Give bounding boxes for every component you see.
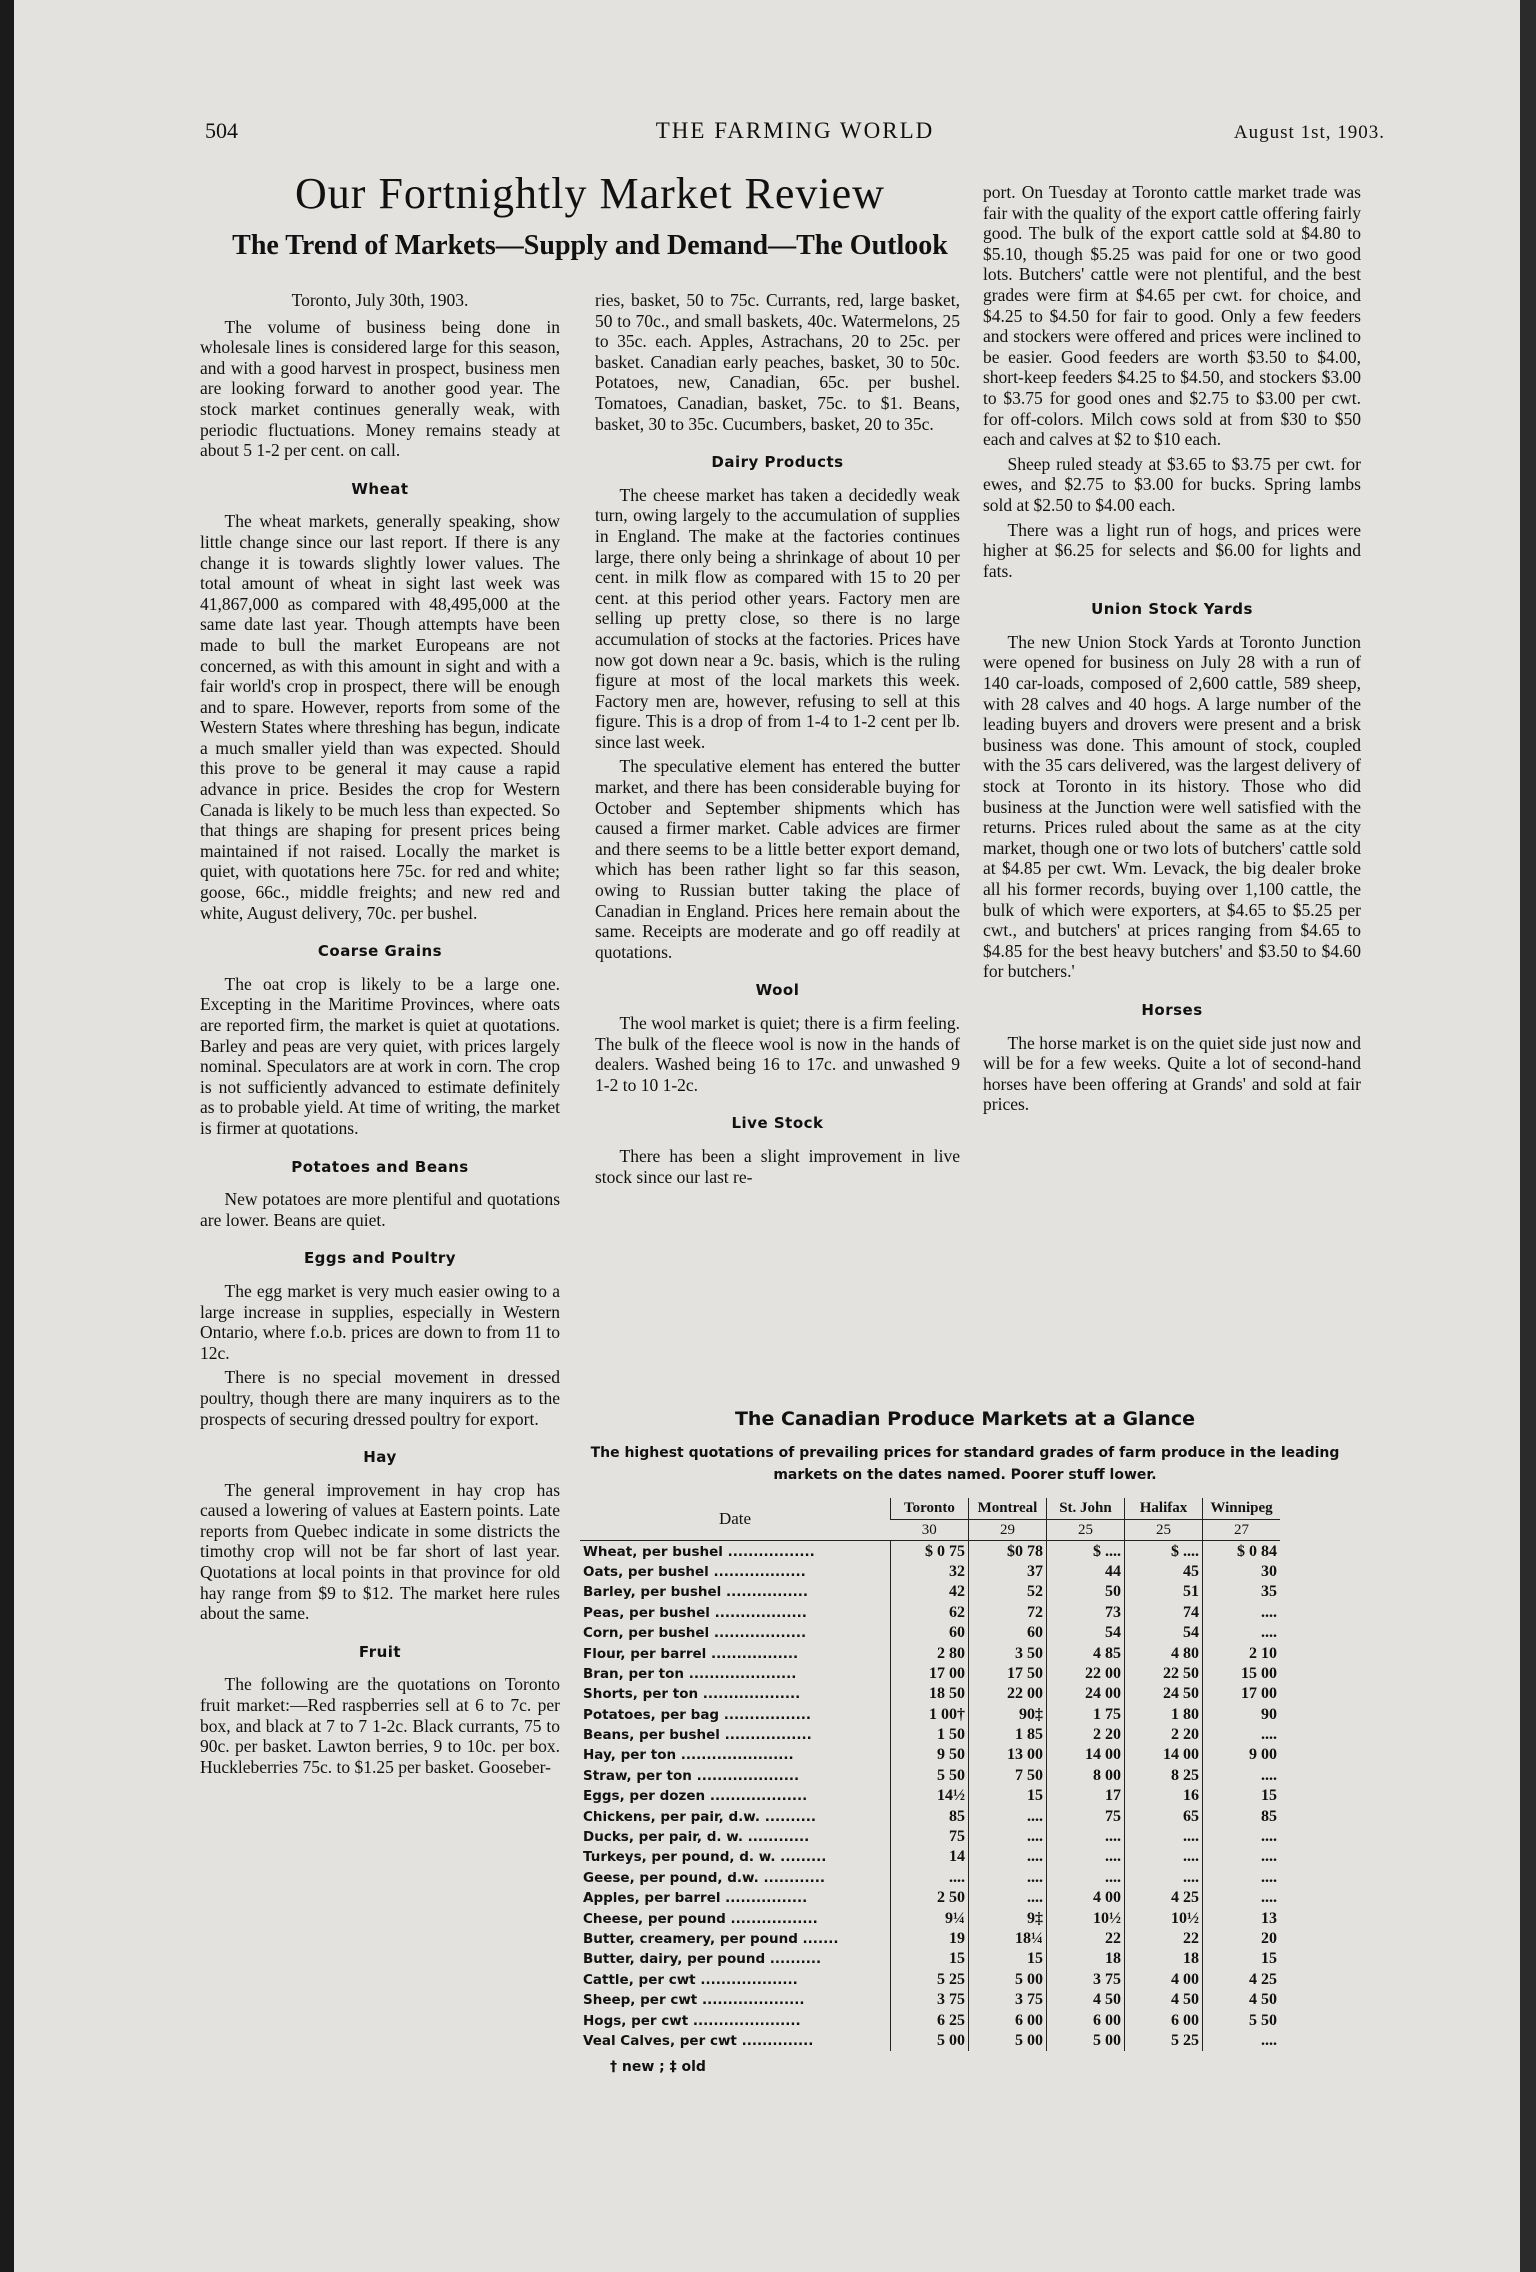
- price-cell: 5 50: [1202, 2010, 1280, 2030]
- row-label: Butter, creamery, per pound .......: [583, 1931, 839, 1947]
- row-label: Eggs, per dozen ...................: [583, 1788, 808, 1805]
- price-cell: 75: [1046, 1806, 1124, 1826]
- price-cell: 3 50: [968, 1643, 1046, 1663]
- price-cell: 22 00: [1046, 1664, 1124, 1684]
- price-cell: 8 00: [1046, 1766, 1124, 1786]
- column-1: [200, 290, 560, 1781]
- row-label: Oats, per bushel ..................: [583, 1563, 806, 1580]
- price-cell: 17 00: [1202, 1684, 1280, 1704]
- price-cell: ....: [1202, 1766, 1280, 1786]
- row-label: Ducks, per pair, d. w. ............: [583, 1829, 810, 1846]
- price-cell: 18¼: [968, 1929, 1046, 1949]
- price-cell: 32: [890, 1562, 968, 1582]
- butter-paragraph: The speculative element has entered the butter market, and there has been considerable buying for October and September shipments which has caused a firmer market. Cable advices are firmer and there seems to be a little better export demand, which has been rather light so far this season, owing to Russian butter taking the place of Canadian in England. Prices here remain about the same. Receipts are moderate and go off readily at quotations.: [595, 756, 960, 962]
- section-heading-horses: Horses: [1141, 1000, 1203, 1019]
- date-cell: 27: [1202, 1520, 1280, 1541]
- price-cell: 2 50: [890, 1888, 968, 1908]
- page-number: 504: [205, 118, 238, 143]
- price-cell: ....: [1124, 1868, 1202, 1888]
- price-cell: 72: [968, 1603, 1046, 1623]
- price-cell: 4 00: [1046, 1888, 1124, 1908]
- poultry-paragraph: There is no special movement in dressed poultry, though there are many inquirers as to the prospects of securing dressed poultry for export.: [200, 1367, 560, 1429]
- journal-title: THE FARMING WORLD: [655, 118, 935, 143]
- row-label: Hogs, per cwt .....................: [583, 2012, 801, 2029]
- price-cell: ....: [1202, 1725, 1280, 1745]
- section-heading-potatoes: Potatoes and Beans: [291, 1157, 469, 1176]
- table-header-row: [580, 1498, 1280, 1520]
- price-cell: 4 80: [1124, 1643, 1202, 1663]
- table-row: [580, 1725, 1280, 1745]
- table-row: [580, 1623, 1280, 1643]
- price-cell: 2 20: [1124, 1725, 1202, 1745]
- price-cell: 9 00: [1202, 1745, 1280, 1765]
- price-cell: $ 0 75: [890, 1541, 968, 1562]
- table-row: [580, 1949, 1280, 1969]
- price-cell: 5 25: [890, 1970, 968, 1990]
- price-cell: 51: [1124, 1582, 1202, 1602]
- price-cell: 54: [1124, 1623, 1202, 1643]
- price-cell: 4 25: [1124, 1888, 1202, 1908]
- table-row: [580, 1684, 1280, 1704]
- price-cell: 62: [890, 1603, 968, 1623]
- column-3: [983, 182, 1361, 1119]
- price-cell: 24 00: [1046, 1684, 1124, 1704]
- section-heading-union-stock-yards: Union Stock Yards: [1091, 600, 1253, 619]
- price-cell: 90: [1202, 1705, 1280, 1725]
- table-row: [580, 1786, 1280, 1806]
- price-cell: ....: [1202, 1623, 1280, 1643]
- price-cell: 75: [890, 1827, 968, 1847]
- price-cell: 9 50: [890, 1745, 968, 1765]
- price-cell: ....: [890, 1868, 968, 1888]
- market-header: Toronto: [890, 1498, 968, 1520]
- price-cell: 13: [1202, 1908, 1280, 1928]
- row-label: Wheat, per bushel .................: [583, 1543, 815, 1560]
- price-cell: 14 00: [1124, 1745, 1202, 1765]
- row-label: Apples, per barrel ................: [583, 1890, 808, 1907]
- price-cell: 1 00†: [890, 1705, 968, 1725]
- produce-markets-table-section: [570, 1408, 1360, 2075]
- table-row: [580, 1705, 1280, 1725]
- article-title: Our Fortnightly Market Review: [295, 169, 885, 218]
- market-header: Halifax: [1124, 1498, 1202, 1520]
- price-cell: 85: [1202, 1806, 1280, 1826]
- table-row: [580, 1582, 1280, 1602]
- table-row: [580, 1603, 1280, 1623]
- article-subtitle: The Trend of Markets—Supply and Demand—The Outlook: [232, 230, 948, 261]
- price-cell: ....: [968, 1868, 1046, 1888]
- price-cell: 13 00: [968, 1745, 1046, 1765]
- price-cell: 15: [968, 1949, 1046, 1969]
- price-cell: 20: [1202, 1929, 1280, 1949]
- table-row: [580, 1929, 1280, 1949]
- price-cell: 1 75: [1046, 1705, 1124, 1725]
- row-label: Beans, per bushel .................: [583, 1727, 812, 1744]
- cheese-paragraph: The cheese market has taken a decidedly weak turn, owing largely to the accumulation of supplies in England. The make at the factories continues large, there only being a shrinkage of about 10 per cent. in milk flow as compared with 15 to 20 per cent. at this period other years. Factory men are selling up pretty close, so there is no large accumulation of stocks at the factories. Prices have now got down near a 9c. basis, which is the ruling figure at most of the local markets this week. Factory men are, however, refusing to sell at this figure. This is a drop of from 1-4 to 1-2 cent per lb. since last week.: [595, 484, 960, 752]
- price-cell: 1 85: [968, 1725, 1046, 1745]
- price-cell: 74: [1124, 1603, 1202, 1623]
- price-cell: 8 25: [1124, 1766, 1202, 1786]
- price-cell: ....: [968, 1827, 1046, 1847]
- price-cell: 45: [1124, 1562, 1202, 1582]
- fruit-continued-paragraph: ries, basket, 50 to 75c. Currants, red, large basket, 50 to 70c., and small baskets, 40c. Watermelons, 25 to 35c. each. Apples, Astrachans, 20 to 25c. per basket. Canadian early peaches, basket, 30 to 50c. Potatoes, new, Canadian, 65c. per bushel. Tomatoes, Canadian, basket, 75c. to $1. Beans, basket, 30 to 35c. Cucumbers, basket, 20 to 35c.: [595, 290, 960, 434]
- price-cell: ....: [1202, 2031, 1280, 2051]
- price-cell: $0 78: [968, 1541, 1046, 1562]
- section-heading-wool: Wool: [755, 981, 800, 1000]
- row-label: Peas, per bushel ..................: [583, 1604, 807, 1621]
- price-cell: 4 50: [1124, 1990, 1202, 2010]
- price-cell: ....: [1046, 1847, 1124, 1867]
- price-cell: 73: [1046, 1603, 1124, 1623]
- price-cell: 22 00: [968, 1684, 1046, 1704]
- table-row: [580, 1643, 1280, 1663]
- row-label: Corn, per bushel ..................: [583, 1625, 807, 1642]
- hogs-paragraph: There was a light run of hogs, and prices were higher at $6.25 for selects and $6.00 for lights and fats.: [983, 519, 1361, 581]
- dateline: Toronto, July 30th, 1903.: [291, 290, 469, 310]
- wool-paragraph: The wool market is quiet; there is a firm feeling. The bulk of the fleece wool is now in the hands of dealers. Washed being 16 to 17c. and unwashed 9 1-2 to 10 1-2c.: [595, 1013, 960, 1095]
- section-heading-eggs: Eggs and Poultry: [303, 1249, 457, 1268]
- price-cell: 6 00: [968, 2010, 1046, 2030]
- price-cell: 14 00: [1046, 1745, 1124, 1765]
- price-cell: 4 85: [1046, 1643, 1124, 1663]
- price-cell: $ ....: [1124, 1541, 1202, 1562]
- price-cell: 15: [968, 1786, 1046, 1806]
- date-cell: 30: [890, 1520, 968, 1541]
- price-cell: ....: [1202, 1603, 1280, 1623]
- row-label: Straw, per ton ....................: [583, 1767, 800, 1784]
- price-cell: 60: [968, 1623, 1046, 1643]
- price-cell: 44: [1046, 1562, 1124, 1582]
- price-cell: 5 00: [890, 2031, 968, 2051]
- price-cell: ....: [1124, 1827, 1202, 1847]
- price-cell: 4 25: [1202, 1970, 1280, 1990]
- date-cell: 25: [1046, 1520, 1124, 1541]
- table-row: [580, 1908, 1280, 1928]
- price-cell: 3 75: [968, 1990, 1046, 2010]
- sheep-paragraph: Sheep ruled steady at $3.65 to $3.75 per cwt. for ewes, and $2.75 to $3.00 for bucks. Spring lambs sold at $2.50 to $4.00 each.: [983, 453, 1361, 515]
- price-cell: 4 50: [1202, 1990, 1280, 2010]
- date-header: Date: [580, 1498, 890, 1541]
- price-cell: 6 25: [890, 2010, 968, 2030]
- wheat-paragraph: The wheat markets, generally speaking, show little change since our last report. If there is any change it is towards slightly lower values. The total amount of wheat in sight last week was 41,867,000 as compared with 48,495,000 at the same date last year. Though attempts have been made to bull the market Europeans are not concerned, as with this amount in sight and with a fair world's crop in prospect, there will be enough and to spare. However, reports from some of the Western States where threshing has begun, indicate a much smaller yield than was expected. Should this prove to be general it may cause a rapid advance in price. Besides the crop for Western Canada is likely to be much less than expected. So that things are shaping for present prices being maintained if not raised. Locally the market is quiet, with quotations here 75c. for red and white; goose, 66c., middle freights; and new red and white, August delivery, 70c. per bushel.: [200, 511, 560, 923]
- fruit-paragraph: The following are the quotations on Toronto fruit market:—Red raspberries sell at 6 to 7c. per box, and black at 7 to 7 1-2c. Black currants, 75 to 90c. per basket. Lawton berries, 9 to 10c. per box. Huckleberries 75c. to $1.25 per basket. Gooseber-: [200, 1674, 560, 1777]
- table-row: [580, 1970, 1280, 1990]
- price-cell: 4 00: [1124, 1970, 1202, 1990]
- price-cell: 2 20: [1046, 1725, 1124, 1745]
- price-cell: 2 10: [1202, 1643, 1280, 1663]
- row-label: Turkeys, per pound, d. w. .........: [583, 1849, 827, 1866]
- price-cell: 6 00: [1046, 2010, 1124, 2030]
- row-label: Potatoes, per bag .................: [583, 1706, 811, 1723]
- price-cell: 24 50: [1124, 1684, 1202, 1704]
- price-cell: ....: [968, 1806, 1046, 1826]
- table-row: [580, 1888, 1280, 1908]
- price-cell: 65: [1124, 1806, 1202, 1826]
- row-label: Geese, per pound, d.w. ............: [583, 1869, 826, 1886]
- price-cell: ....: [1046, 1827, 1124, 1847]
- price-cell: $ 0 84: [1202, 1541, 1280, 1562]
- price-cell: 22: [1124, 1929, 1202, 1949]
- price-cell: 9‡: [968, 1908, 1046, 1928]
- price-cell: 1 50: [890, 1725, 968, 1745]
- price-cell: 18: [1046, 1949, 1124, 1969]
- market-header: Winnipeg: [1202, 1498, 1280, 1520]
- table-row: [580, 1827, 1280, 1847]
- table-footnote: † new ; ‡ old: [610, 2059, 706, 2076]
- price-cell: 5 00: [968, 1970, 1046, 1990]
- row-label: Butter, dairy, per pound ..........: [583, 1951, 822, 1968]
- row-label: Hay, per ton ......................: [583, 1747, 794, 1764]
- date-cell: 25: [1124, 1520, 1202, 1541]
- price-cell: ....: [1202, 1827, 1280, 1847]
- market-header: Montreal: [968, 1498, 1046, 1520]
- price-cell: 4 50: [1046, 1990, 1124, 2010]
- price-cell: 5 00: [1046, 2031, 1124, 2051]
- section-heading-dairy: Dairy Products: [711, 453, 844, 472]
- price-cell: 3 75: [890, 1990, 968, 2010]
- price-cell: 50: [1046, 1582, 1124, 1602]
- price-cell: 52: [968, 1582, 1046, 1602]
- live-stock-continued-paragraph: port. On Tuesday at Toronto cattle market trade was fair with the quality of the export cattle offering fairly good. The bulk of the export cattle sold at $4.80 to $5.10, though $5.25 was paid for one or two good lots. Butchers' cattle were not plentiful, and the best grades were firm at $4.65 per cwt. for choice, and $4.25 to $4.50 for fair to good. Only a few feeders and stockers were offered and prices were inclined to be easier. Good feeders are worth $3.50 to $4.00, short-keep feeders $4.25 to $4.50, and stockers $3.00 to $3.75 for good ones and $2.75 to $3.00 per cwt. for off-colors. Milch cows sold at from $30 to $50 each and calves at $2 to $10 each.: [983, 182, 1361, 450]
- price-cell: 9¼: [890, 1908, 968, 1928]
- row-label: Shorts, per ton ...................: [583, 1686, 801, 1703]
- table-row: [580, 1990, 1280, 2010]
- table-row: [580, 2031, 1280, 2051]
- price-cell: 18 50: [890, 1684, 968, 1704]
- price-cell: 6 00: [1124, 2010, 1202, 2030]
- price-cell: ....: [1202, 1847, 1280, 1867]
- price-cell: ....: [968, 1888, 1046, 1908]
- price-cell: 3 75: [1046, 1970, 1124, 1990]
- price-cell: 15: [890, 1949, 968, 1969]
- table-row: [580, 1847, 1280, 1867]
- price-cell: 37: [968, 1562, 1046, 1582]
- row-label: Flour, per barrel .................: [583, 1645, 799, 1662]
- price-cell: 18: [1124, 1949, 1202, 1969]
- price-cell: ....: [968, 1847, 1046, 1867]
- row-label: Sheep, per cwt ....................: [583, 1992, 805, 2009]
- price-cell: 16: [1124, 1786, 1202, 1806]
- page-header: [205, 118, 1385, 158]
- row-label: Bran, per ton .....................: [583, 1665, 797, 1682]
- price-cell: ....: [1124, 1847, 1202, 1867]
- coarse-grains-paragraph: The oat crop is likely to be a large one. Excepting in the Maritime Provinces, where oats are reported firm, the market is quiet at quotations. Barley and peas are very quiet, with prices largely nominal. Speculators are at work in corn. The crop is not sufficiently advanced to estimate definitely as to probable yield. At time of writing, the market is firmer at quotations.: [200, 973, 560, 1138]
- table-title: The Canadian Produce Markets at a Glance: [734, 1408, 1196, 1430]
- market-header: St. John: [1046, 1498, 1124, 1520]
- union-stock-yards-paragraph: The new Union Stock Yards at Toronto Junction were opened for business on July 28 with a run of 140 car-loads, composed of 2,600 cattle, 589 sheep, with 28 calves and 40 hogs. A large number of the leading buyers and drovers were present and a brisk business was done. This amount of stock, coupled with the 35 cars delivered, was the largest delivery of stock at Toronto in its history. Those who did business at the Junction were well satisfied with the returns. Prices ruled about the same as at the city market, though one or two lots of butchers' cattle sold at $4.85 per cwt. Wm. Levack, the big dealer broke all his former records, buying over 1,100 cattle, the bulk of which were exporters, at $4.65 to $5.25 per cwt., and butchers' at prices ranging from $4.65 to $4.85 for the best heavy butchers' and $3.50 to $4.60 for butchers.': [983, 631, 1361, 982]
- price-cell: 90‡: [968, 1705, 1046, 1725]
- row-label: Cattle, per cwt ...................: [583, 1971, 798, 1988]
- row-label: Cheese, per pound .................: [583, 1910, 818, 1927]
- section-heading-wheat: Wheat: [351, 479, 409, 498]
- price-cell: 85: [890, 1806, 968, 1826]
- price-cell: 14: [890, 1847, 968, 1867]
- section-heading-coarse-grains: Coarse Grains: [317, 942, 443, 961]
- table-row: [580, 1745, 1280, 1765]
- price-cell: 10½: [1046, 1908, 1124, 1928]
- price-cell: 15: [1202, 1949, 1280, 1969]
- produce-markets-table: [580, 1498, 1280, 2051]
- horses-paragraph: The horse market is on the quiet side just now and will be for a few weeks. Quite a lot of second-hand horses have been offering at Grands' and sold at fair prices.: [983, 1032, 1361, 1115]
- price-cell: 14½: [890, 1786, 968, 1806]
- price-cell: 7 50: [968, 1766, 1046, 1786]
- row-label: Barley, per bushel ................: [583, 1584, 809, 1601]
- price-cell: 60: [890, 1623, 968, 1643]
- section-heading-fruit: Fruit: [358, 1642, 402, 1661]
- price-cell: ....: [1202, 1868, 1280, 1888]
- price-cell: 30: [1202, 1562, 1280, 1582]
- price-cell: ....: [1046, 1868, 1124, 1888]
- price-cell: $ ....: [1046, 1541, 1124, 1562]
- row-label: Veal Calves, per cwt ..............: [583, 2032, 814, 2049]
- section-heading-hay: Hay: [363, 1448, 397, 1467]
- row-label: Chickens, per pair, d.w. ..........: [583, 1808, 816, 1825]
- price-cell: 17: [1046, 1786, 1124, 1806]
- price-cell: 15: [1202, 1786, 1280, 1806]
- price-cell: 5 00: [968, 2031, 1046, 2051]
- price-cell: 22: [1046, 1929, 1124, 1949]
- issue-date: August 1st, 1903.: [1233, 122, 1385, 143]
- table-row: [580, 1868, 1280, 1888]
- hay-paragraph: The general improvement in hay crop has caused a lowering of values at Eastern points. Late reports from Quebec indicate in some districts the timothy crop will not be far short of last year. Quotations at local points in that province for old hay range from $9 to $12. The market here rules about the same.: [200, 1479, 560, 1624]
- price-cell: 1 80: [1124, 1705, 1202, 1725]
- table-row: [580, 1766, 1280, 1786]
- price-cell: 22 50: [1124, 1664, 1202, 1684]
- table-body: [580, 1541, 1280, 2051]
- price-cell: 35: [1202, 1582, 1280, 1602]
- eggs-paragraph: The egg market is very much easier owing to a large increase in supplies, especially in Western Ontario, where f.o.b. prices are down to from 11 to 12c.: [200, 1280, 560, 1363]
- live-stock-paragraph: There has been a slight improvement in live stock since our last re-: [595, 1145, 960, 1187]
- price-cell: 19: [890, 1929, 968, 1949]
- table-row: [580, 2010, 1280, 2030]
- intro-paragraph: The volume of business being done in wholesale lines is considered large for this season, and with a good harvest in prospect, business men are looking forward to another good year. The stock market continues generally weak, with periodic fluctuations. Money remains steady at about 5 1-2 per cent. on call.: [200, 316, 560, 461]
- table-subtitle: The highest quotations of prevailing prices for standard grades of farm produce in the leading markets on the dates named. Poorer stuff lower.: [590, 1445, 1340, 1483]
- price-cell: ....: [1202, 1888, 1280, 1908]
- price-cell: 17 50: [968, 1664, 1046, 1684]
- date-cell: 29: [968, 1520, 1046, 1541]
- column-2: [595, 290, 960, 1191]
- price-cell: 42: [890, 1582, 968, 1602]
- section-heading-live-stock: Live Stock: [731, 1114, 824, 1133]
- price-cell: 5 25: [1124, 2031, 1202, 2051]
- table-row: [580, 1806, 1280, 1826]
- price-cell: 5 50: [890, 1766, 968, 1786]
- price-cell: 2 80: [890, 1643, 968, 1663]
- table-row: [580, 1541, 1280, 1562]
- price-cell: 54: [1046, 1623, 1124, 1643]
- price-cell: 15 00: [1202, 1664, 1280, 1684]
- price-cell: 17 00: [890, 1664, 968, 1684]
- potatoes-paragraph: New potatoes are more plentiful and quotations are lower. Beans are quiet.: [200, 1189, 560, 1230]
- table-row: [580, 1664, 1280, 1684]
- price-cell: 10½: [1124, 1908, 1202, 1928]
- table-row: [580, 1562, 1280, 1582]
